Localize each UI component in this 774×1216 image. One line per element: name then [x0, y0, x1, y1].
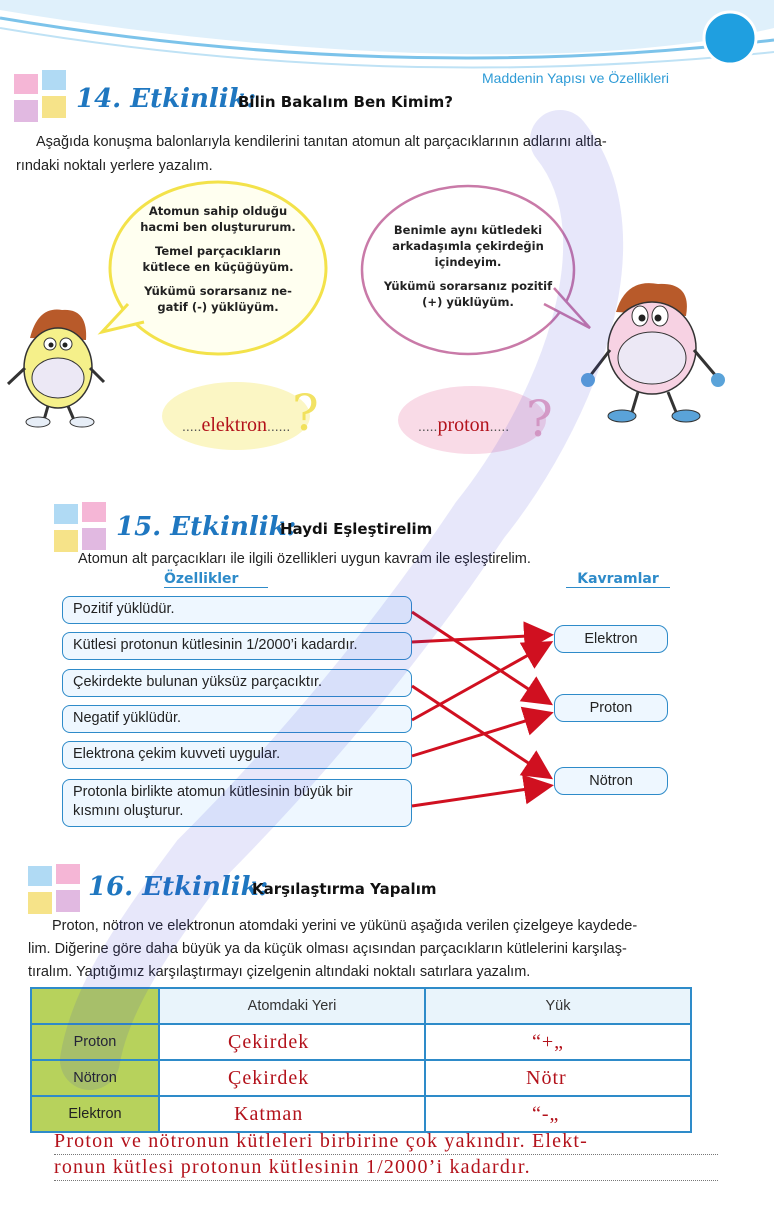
property-item: Protonla birlikte atomun kütlesinin büyük bir kısmını oluşturur.	[62, 779, 412, 827]
bubble-left-line: kütlece en küçüğüyüm.	[142, 260, 294, 274]
bubble-right-line: Yükümü sorarsanız pozitif	[383, 279, 553, 293]
activity-14-logo-icon	[14, 68, 70, 128]
concept-neutron: Nötron	[554, 767, 668, 795]
bubble-left-line: Temel parçacıkların	[155, 244, 281, 258]
property-item: Kütlesi protonun kütlesinin 1/2000’i kadardır.	[62, 632, 412, 660]
bubble-right-line: içindeyim.	[434, 255, 502, 269]
arrow-negatif-to-elektron	[412, 644, 548, 720]
activity-15-title: 15. Etkinlik:	[116, 512, 297, 542]
location-cell: Çekirdek	[159, 1060, 425, 1096]
property-item: Elektrona çekim kuvveti uygular.	[62, 741, 412, 769]
bubble-right-line: Benimle aynı kütledeki	[393, 223, 543, 237]
charge-cell: Nötr	[425, 1060, 691, 1096]
table-row	[31, 1096, 691, 1132]
bubble-left-line: Atomun sahip olduğu	[148, 204, 288, 218]
bubble-left-line: gatif (-) yüklüyüm.	[157, 300, 279, 314]
column-header-properties: Özellikler	[164, 571, 268, 588]
row-label: Proton	[31, 1024, 159, 1060]
table-header-row	[31, 988, 691, 1024]
comparison-table	[30, 987, 692, 1133]
page-corner-circle	[700, 8, 760, 68]
answer-left-text: elektron	[201, 414, 267, 436]
electron-character-illustration	[0, 298, 110, 430]
bubble-right-line: (+) yüklüyüm.	[422, 295, 514, 309]
row-label: Nötron	[31, 1060, 159, 1096]
activity-14-intro-line2: rındaki noktalı yerlere yazalım.	[16, 158, 213, 174]
arrow-cekim-to-proton	[412, 714, 548, 756]
column-header-location: Atomdaki Yeri	[159, 988, 425, 1024]
answer-left: .....elektron......	[182, 414, 291, 436]
activity-15-intro: Atomun alt parçacıkları ile ilgili özellikleri uygun kavram ile eşleştirelim.	[78, 551, 531, 567]
concept-electron: Elektron	[554, 625, 668, 653]
activity-16-intro-line2: lim. Diğerine göre daha büyük ya da küçük olması açısından parçacıkların kütlelerini karşılaş-	[28, 941, 627, 957]
row-label: Elektron	[31, 1096, 159, 1132]
bubble-left-line: Yükümü sorarsanız ne-	[144, 284, 292, 298]
column-header-concepts: Kavramlar	[566, 571, 670, 588]
answer-right-text: proton	[437, 414, 490, 436]
activity-16-intro-line1: Proton, nötron ve elektronun atomdaki yerini ve yükünü aşağıda verilen çizelgeye kaydede-	[52, 918, 638, 934]
conclusion-line-2: ronun kütlesi protonun kütlesinin 1/2000’i kadardır.	[54, 1154, 718, 1181]
bubble-left-text	[128, 203, 308, 315]
property-item: Çekirdekte bulunan yüksüz parçacıktır.	[62, 669, 412, 697]
header-swoosh	[0, 0, 774, 70]
bubble-right-line: arkadaşımla çekirdeğin	[392, 239, 544, 253]
arrow-kutlesi-to-elektron	[412, 635, 548, 642]
svg-text:?: ?	[526, 390, 553, 448]
property-item: Negatif yüklüdür.	[62, 705, 412, 733]
arrow-protonla-to-notron	[412, 786, 548, 806]
section-header: Maddenin Yapısı ve Özellikleri	[482, 70, 670, 86]
bubble-right-text	[378, 222, 558, 310]
property-item: Pozitif yüklüdür.	[62, 596, 412, 624]
charge-cell: “-„	[425, 1096, 691, 1132]
activity-15-subtitle: Haydi Eşleştirelim	[280, 520, 433, 538]
svg-text:?: ?	[292, 384, 319, 442]
arrow-cekirdekte-to-notron	[412, 686, 548, 776]
charge-cell: “+„	[425, 1024, 691, 1060]
location-cell: Çekirdek	[159, 1024, 425, 1060]
table-corner-cell	[31, 988, 159, 1024]
conclusion-line-1: Proton ve nötronun kütleleri birbirine çok yakındır. Elekt-	[54, 1128, 718, 1155]
activity-14-intro-line1: Aşağıda konuşma balonlarıyla kendilerini tanıtan atomun alt parçacıklarının adlarını altla-	[36, 134, 607, 150]
table-row	[31, 1060, 691, 1096]
proton-character-illustration	[576, 272, 736, 432]
arrow-pozitif-to-proton	[412, 612, 548, 702]
answer-right: .....proton.....	[418, 414, 510, 436]
activity-14-subtitle: Bilin Bakalım Ben Kimim?	[238, 93, 453, 111]
column-header-charge: Yük	[425, 988, 691, 1024]
concept-proton: Proton	[554, 694, 668, 722]
bubble-left-line: hacmi ben oluştururum.	[140, 220, 296, 234]
activity-16-intro-line3: tıralım. Yaptığımız karşılaştırmayı çizelgenin altındaki noktalı satırlara yazalım.	[28, 964, 531, 980]
location-cell: Katman	[159, 1096, 425, 1132]
table-row	[31, 1024, 691, 1060]
activity-14-title: 14. Etkinlik:	[76, 84, 257, 114]
activity-16-logo-icon	[28, 862, 82, 920]
activity-16-subtitle: Karşılaştırma Yapalım	[252, 880, 437, 898]
activity-16-title: 16. Etkinlik:	[88, 872, 269, 902]
